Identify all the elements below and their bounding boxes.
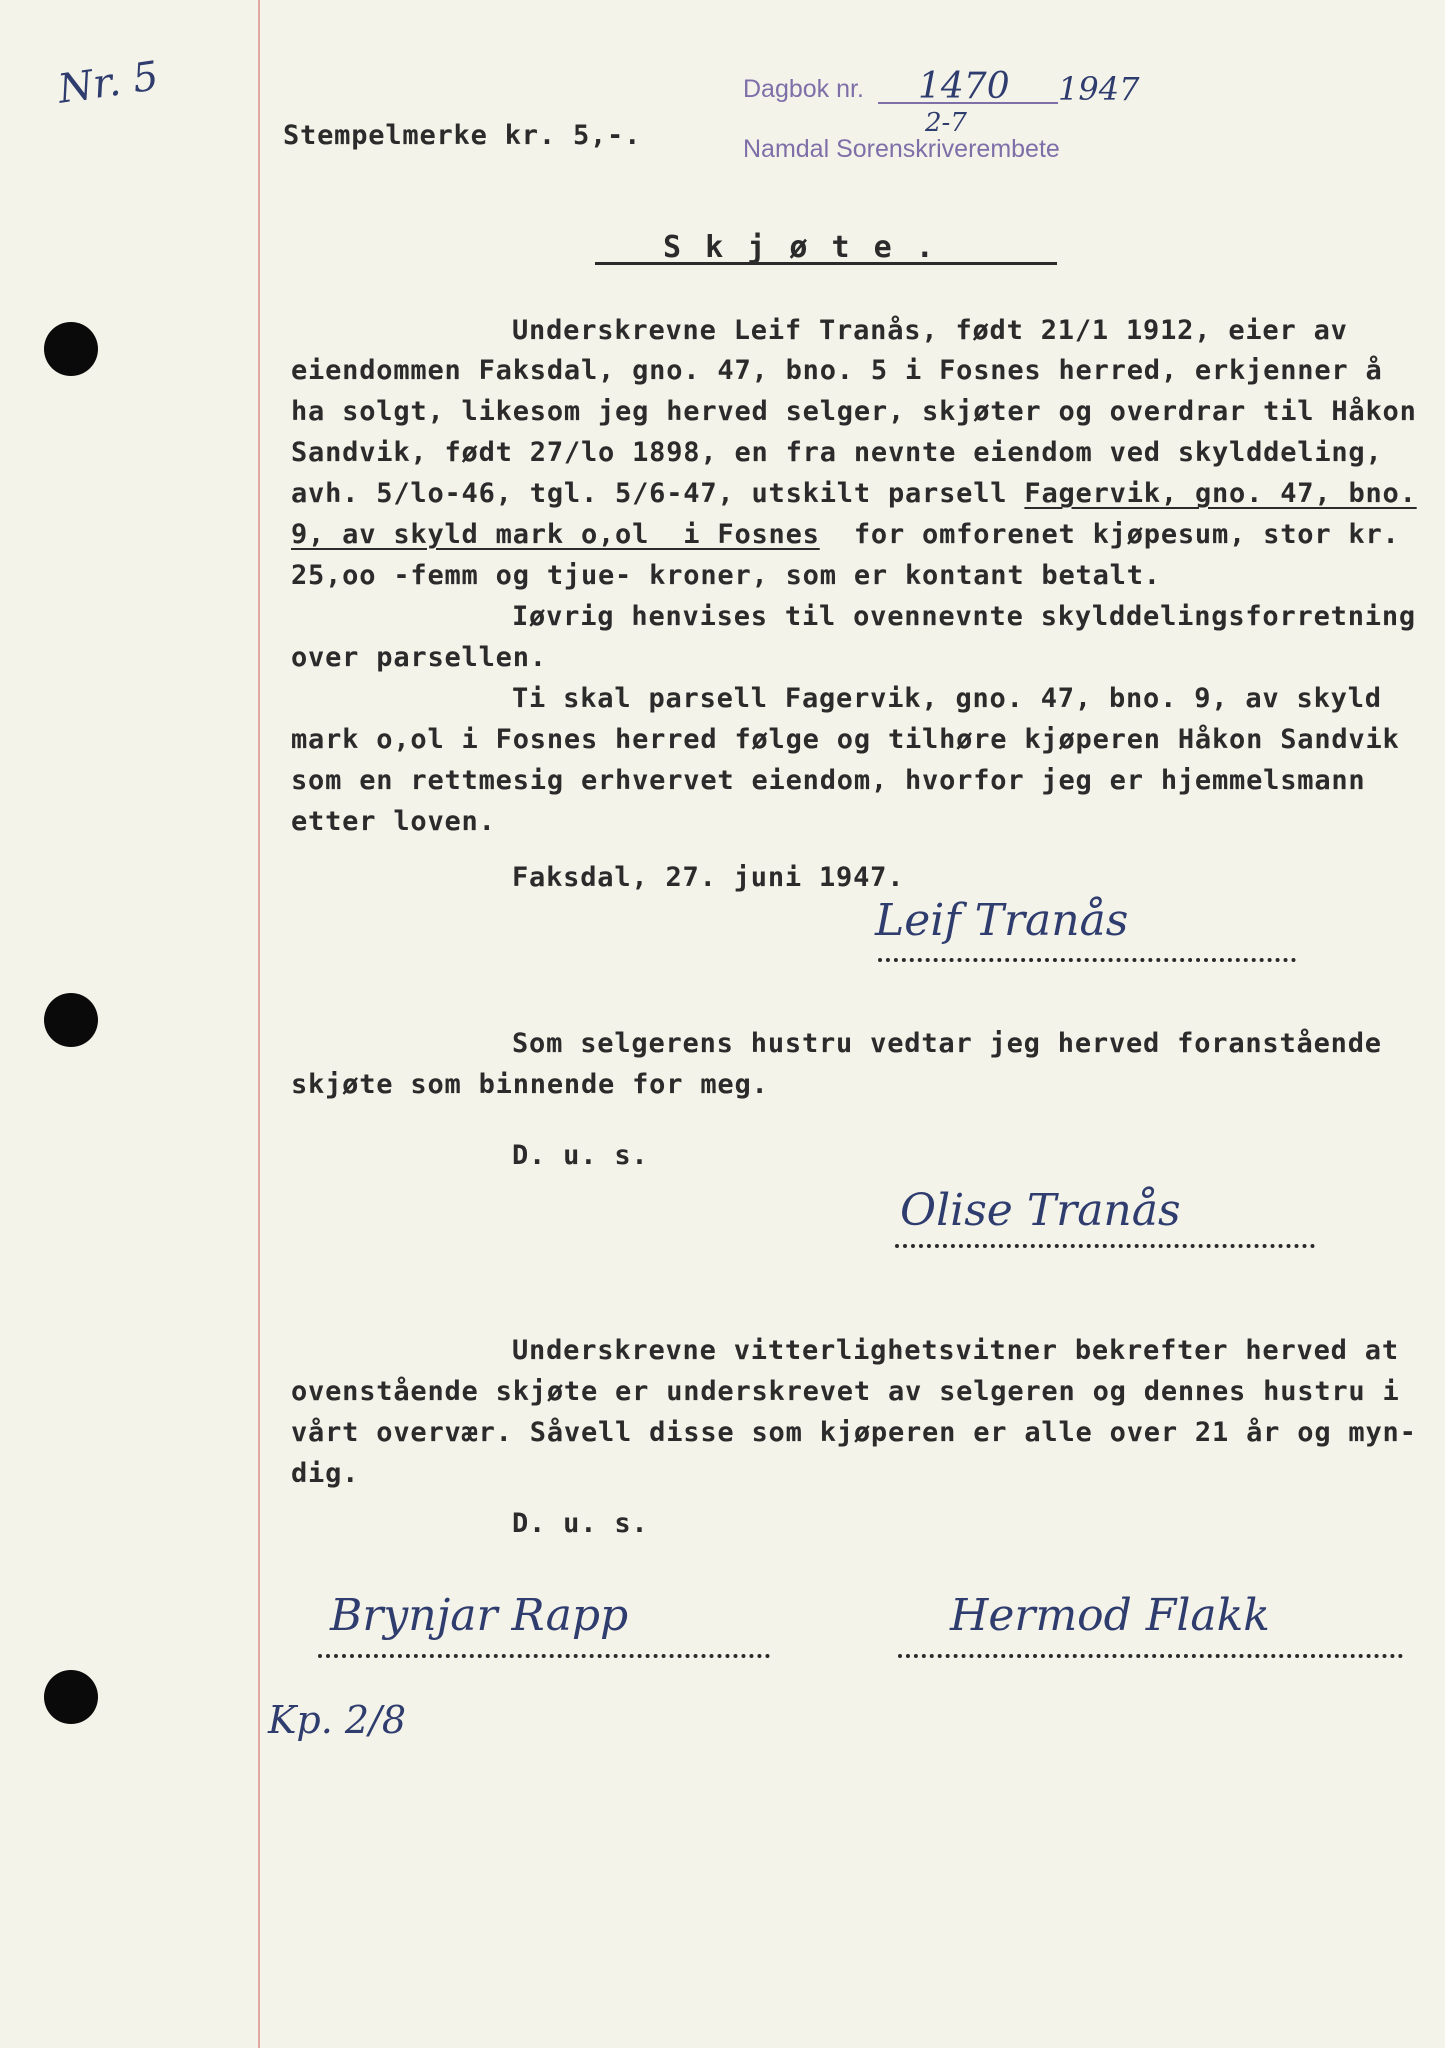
underlined-text: Fagervik, gno. 47, bno.	[1024, 478, 1417, 509]
body-line: ha solgt, likesom jeg herved selger, skjøter og overdrar til Håkon	[291, 396, 1417, 427]
stamp-date: 2-7	[925, 108, 967, 138]
place-date: Faksdal, 27. juni 1947.	[512, 862, 905, 893]
stamp-dagbok-number: 1470	[918, 66, 1010, 107]
body-line: eiendommen Faksdal, gno. 47, bno. 5 i Fosnes herred, erkjenner å	[291, 355, 1383, 386]
signature-line	[878, 958, 1296, 962]
stamp-year: 1947	[1058, 70, 1140, 108]
body-line: 25,oo -femm og tjue- kroner, som er kontant betalt.	[291, 560, 1161, 591]
witness-line: ovenstående skjøte er underskrevet av selgeren og dennes hustru i	[291, 1376, 1400, 1407]
body-text: avh. 5/lo-46, tgl. 5/6-47, utskilt parsell	[291, 478, 1025, 509]
witness2-signature: Hermod Flakk	[950, 1590, 1270, 1641]
body-line: over parsellen.	[291, 642, 547, 673]
body-line: Ti skal parsell Fagervik, gno. 47, bno. 9, av skyld	[512, 683, 1382, 714]
signature-line	[318, 1654, 770, 1658]
stempelmerke-line: Stempelmerke kr. 5,-.	[283, 120, 642, 151]
signature-line	[895, 1244, 1315, 1248]
body-line: Underskrevne Leif Tranås, født 21/1 1912, eier av	[512, 315, 1348, 346]
witness-line: dig.	[291, 1458, 360, 1489]
wife-signature: Olise Tranås	[900, 1185, 1181, 1236]
witness-line: vårt overvær. Såvell disse som kjøperen er alle over 21 år og myn-	[291, 1417, 1417, 1448]
body-line: etter loven.	[291, 806, 496, 837]
underlined-text: 9, av skyld mark o,ol i Fosnes	[291, 519, 820, 550]
body-line	[291, 478, 1417, 509]
stamp-office: Namdal Sorenskriverembete	[743, 135, 1060, 163]
consent-line: Som selgerens hustru vedtar jeg herved foranstående	[512, 1028, 1382, 1059]
punch-hole-middle	[44, 993, 98, 1047]
margin-line	[258, 0, 260, 2048]
witness-line: Underskrevne vitterlighetsvitner bekrefter herved at	[512, 1335, 1399, 1366]
punch-hole-bottom	[44, 1670, 98, 1724]
dus-closing: D. u. s.	[512, 1140, 649, 1171]
body-line	[291, 519, 1400, 550]
body-line: mark o,ol i Fosnes herred følge og tilhøre kjøperen Håkon Sandvik	[291, 724, 1400, 755]
body-line: som en rettmesig erhvervet eiendom, hvorfor jeg er hjemmelsmann	[291, 765, 1366, 796]
bottom-left-note: Kp. 2/8	[268, 1698, 407, 1742]
consent-line: skjøte som binnende for meg.	[291, 1069, 769, 1100]
seller-signature: Leif Tranås	[875, 895, 1129, 946]
punch-hole-top	[44, 322, 98, 376]
body-line: Iøvrig henvises til ovennevnte skylddelingsforretning	[512, 601, 1416, 632]
signature-line	[898, 1654, 1403, 1658]
body-line: Sandvik, født 27/lo 1898, en fra nevnte eiendom ved skylddeling,	[291, 437, 1383, 468]
title-underline	[595, 262, 1057, 265]
top-left-note: Nr. 5	[55, 53, 162, 113]
document-title: S k j ø t e .	[663, 230, 937, 265]
witness1-signature: Brynjar Rapp	[330, 1590, 629, 1641]
stamp-dagbok-label: Dagbok nr.	[743, 75, 864, 103]
dus-closing: D. u. s.	[512, 1508, 649, 1539]
body-text: for omforenet kjøpesum, stor kr.	[819, 519, 1400, 550]
